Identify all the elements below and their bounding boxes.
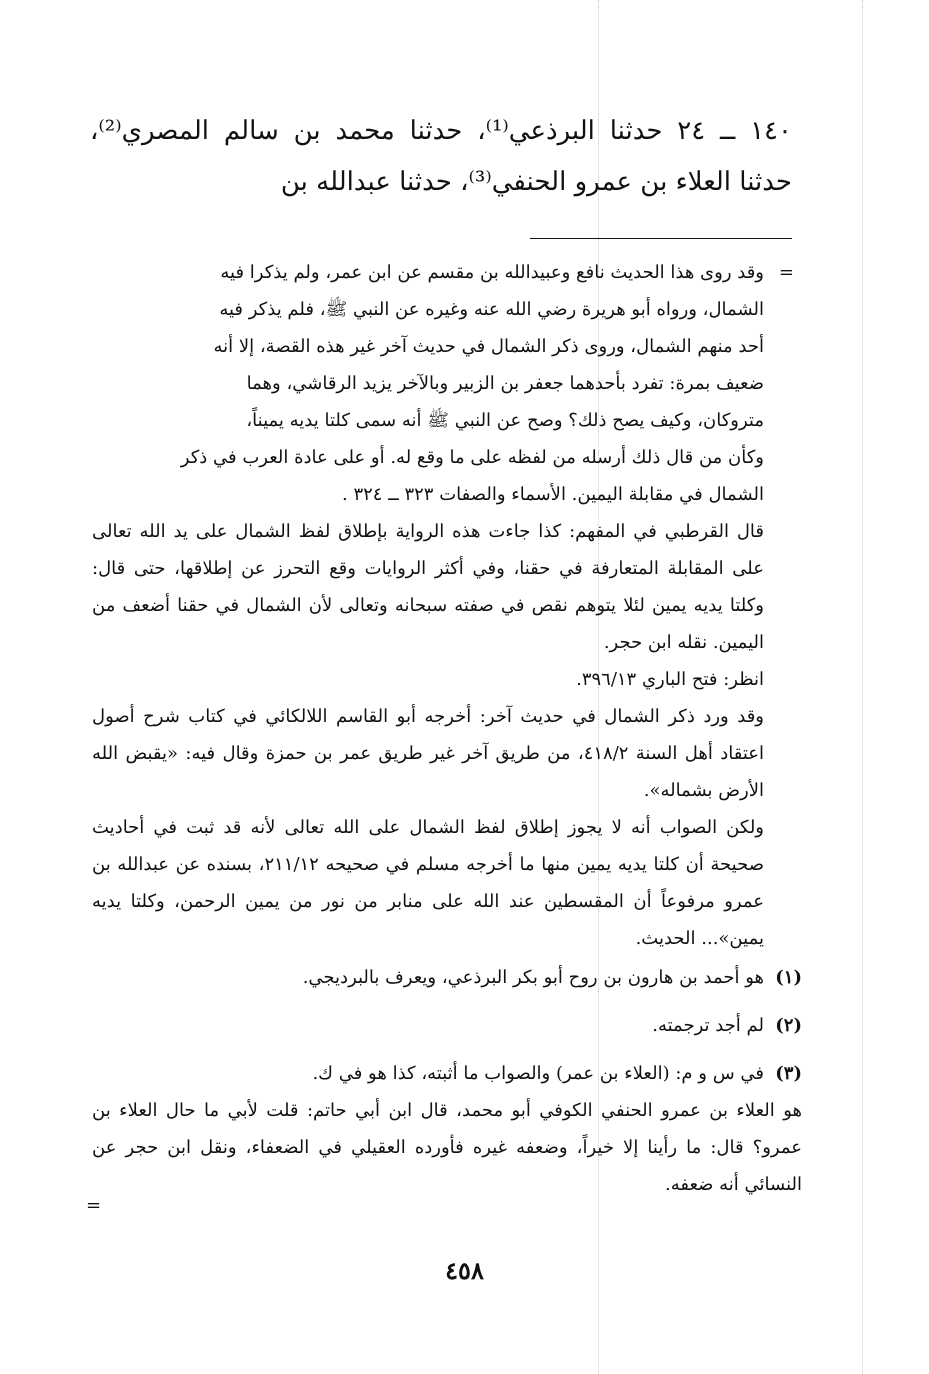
footnote-number: (٣) <box>775 1063 802 1084</box>
scan-artifact-line <box>862 0 863 1374</box>
hadith-main-text: ١٤٠ ــ ٢٤ حدثنا البرذعي⁽¹⁾، حدثنا محمد بن سالم المصري⁽²⁾، حدثنا العلاء بن عمرو الحنفي⁽³⁾، حدثنا عبدالله بن <box>90 116 792 197</box>
footnote-3 <box>92 1055 802 1092</box>
footnote-1 <box>92 959 802 996</box>
footnote-text: هو أحمد بن هارون بن روح أبو بكر البرذعي، ويعرف بالبرديجي. <box>302 967 764 988</box>
footnote-number: (١) <box>775 967 802 988</box>
footnotes-section <box>92 254 802 1203</box>
footnote-paragraph-reference: انظر: فتح الباري ٣٩٦/١٣. <box>576 669 764 690</box>
continuation-end-marker: = <box>86 1195 102 1216</box>
continuation-marker: = <box>778 262 794 283</box>
footnote-continuation-line: أحد منهم الشمال، وروى ذكر الشمال في حديث آخر غير هذه القصة، إلا أنه <box>213 336 764 357</box>
footnote-continuation-line: الشمال، ورواه أبو هريرة رضي الله عنه وغيره عن النبي ﷺ، فلم يذكر فيه <box>219 299 764 320</box>
footnote-continuation-line: = وقد روى هذا الحديث نافع وعبيدالله بن مقسم عن ابن عمر، ولم يذكرا فيه <box>92 254 802 291</box>
footnote-text: لم أجد ترجمته. <box>652 1015 764 1036</box>
footnote-continuation-line: متروكان، وكيف يصح ذلك؟ وصح عن النبي ﷺ أنه سمى كلتا يديه يميناً، <box>246 410 764 431</box>
footnote-paragraph-lalakai: وقد ورد ذكر الشمال في حديث آخر: أخرجه أبو القاسم اللالكائي في كتاب شرح أصول اعتقاد أهل السنة ٤١٨/٢، من طريق آخر غير طريق عمر بن حمزة وقال فيه: «يقبض الله الأرض بشماله». <box>92 706 764 801</box>
footnote-2 <box>92 1007 802 1044</box>
footnote-continuation-line: الشمال في مقابلة اليمين. الأسماء والصفات ٣٢٣ ــ ٣٢٤ . <box>342 484 764 505</box>
footnote-paragraph-conclusion: ولكن الصواب أنه لا يجوز إطلاق لفظ الشمال على الله تعالى لأنه قد ثبت في أحاديث صحيحة أن كلتا يديه يمين منها ما أخرجه مسلم في صحيحه ٢١١/١٢، بسنده عن عبدالله بن عمرو مرفوعاً أن المقسطين عند الله على منابر من نور من يمين الرحمن، وكلتا يديه يمين»... الحديث. <box>92 817 764 949</box>
page-number: ٤٥٨ <box>445 1256 484 1285</box>
footnote-3-biography: هو العلاء بن عمرو الحنفي الكوفي أبو محمد، قال ابن أبي حاتم: قلت لأبي ما حال العلاء بن عمرو؟ قال: ما رأينا إلا خيراً، وضعفه غيره فأورده العقيلي في الضعفاء، ونقل ابن حجر عن النسائي أنه ضعفه. <box>92 1100 802 1195</box>
footnote-number: (٢) <box>775 1015 802 1036</box>
footnote-continuation-line: وكأن من قال ذلك أرسله من لفظه على ما وقع له. أو على عادة العرب في ذكر <box>180 447 764 468</box>
footnote-text: في س و م: (العلاء بن عمر) والصواب ما أثبته، كذا هو في ك. <box>312 1063 764 1084</box>
footnote-separator <box>530 238 792 239</box>
footnote-continuation-line: ضعيف بمرة: تفرد بأحدهما جعفر بن الزبير وبالآخر يزيد الرقاشي، وهما <box>246 373 764 394</box>
footnote-paragraph-qurtubi: قال القرطبي في المفهم: كذا جاءت هذه الرواية بإطلاق لفظ الشمال على يد الله تعالى على المقابلة المتعارفة في حقنا، وفي أكثر الروايات وقع التحرز عن إطلاقها، حتى قال: وكلتا يديه يمين لئلا يتوهم نقص في صفته سبحانه وتعالى لأن الشمال في حقنا أضعف من اليمين. نقله ابن حجر. <box>92 521 764 653</box>
